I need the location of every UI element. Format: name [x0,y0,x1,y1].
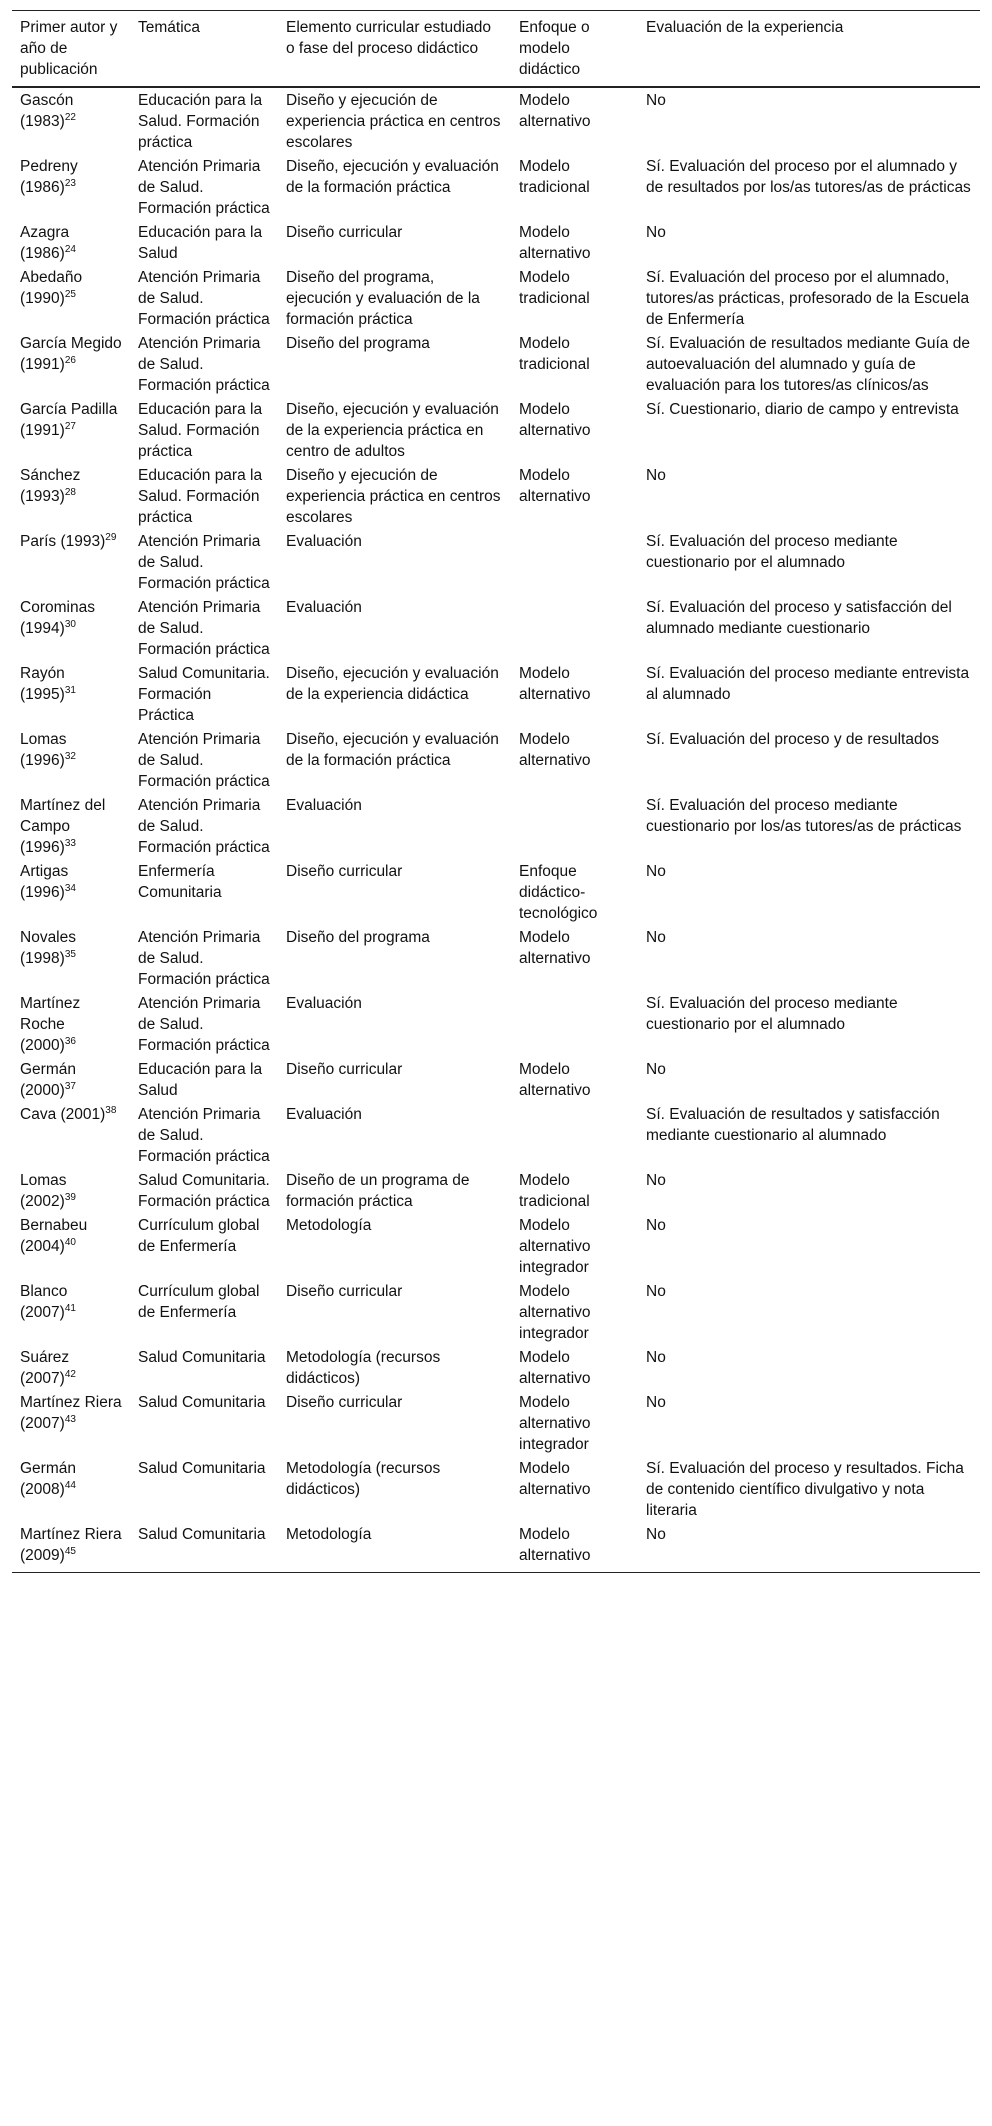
cell-element [278,1213,511,1279]
cell-element [278,463,511,529]
cell-model-text: Modelo alternativo integrador [519,1217,591,1276]
cell-evaluation-text: No [646,1526,666,1543]
cell-evaluation [638,595,980,661]
cell-evaluation-text: Sí. Evaluación del proceso mediante cuestionario por el alumnado [646,995,898,1033]
reference-number: 27 [64,420,76,432]
cell-author [12,1279,130,1345]
cell-element-text: Diseño, ejecución y evaluación de la experiencia didáctica [286,665,499,703]
cell-element [278,595,511,661]
cell-topic-text: Salud Comunitaria. Formación Práctica [138,665,270,724]
cell-author-text: García Megido (1991) [20,335,122,373]
reference-number: 39 [64,1191,76,1203]
cell-element-text: Diseño, ejecución y evaluación de la experiencia práctica en centro de adultos [286,401,499,460]
cell-evaluation [638,87,980,154]
cell-author [12,1102,130,1168]
cell-topic-text: Educación para la Salud [138,1061,263,1099]
table-row [12,991,980,1057]
cell-element-text: Diseño, ejecución y evaluación de la formación práctica [286,158,499,196]
cell-model [511,87,638,154]
cell-author [12,1522,130,1573]
cell-author [12,529,130,595]
cell-author-text: Lomas (1996) [20,731,67,769]
cell-evaluation-text: Sí. Evaluación del proceso y de resultados [646,731,939,748]
cell-topic-text: Educación para la Salud [138,224,263,262]
cell-topic [130,1213,278,1279]
cell-element-text: Diseño curricular [286,1283,403,1300]
cell-author-text: París (1993) [20,533,106,550]
cell-topic [130,265,278,331]
cell-element-text: Diseño del programa [286,929,430,946]
table-row [12,925,980,991]
cell-model [511,793,638,859]
cell-author-text: Lomas (2002) [20,1172,67,1210]
cell-element [278,859,511,925]
reference-number: 25 [64,288,76,300]
reference-number: 31 [64,684,76,696]
reference-number: 43 [64,1413,76,1425]
cell-evaluation-text: Sí. Cuestionario, diario de campo y entrevista [646,401,959,418]
cell-topic-text: Atención Primaria de Salud. Formación práctica [138,929,270,988]
cell-topic-text: Educación para la Salud. Formación práctica [138,401,263,460]
table-header [12,11,980,88]
table-row [12,1168,980,1213]
cell-evaluation [638,463,980,529]
cell-topic [130,595,278,661]
header-evaluation: Evaluación de la experiencia [638,11,980,88]
cell-evaluation [638,661,980,727]
table-body [12,87,980,1573]
table-row [12,529,980,595]
cell-topic [130,793,278,859]
cell-model-text: Modelo alternativo [519,92,591,130]
table-row [12,87,980,154]
cell-topic [130,1102,278,1168]
cell-evaluation [638,925,980,991]
cell-evaluation-text: No [646,1172,666,1189]
cell-element [278,1522,511,1573]
cell-element [278,1279,511,1345]
cell-evaluation [638,1390,980,1456]
cell-element-text: Diseño curricular [286,224,403,241]
reference-number: 44 [64,1479,76,1491]
cell-evaluation-text: Sí. Evaluación del proceso mediante cuestionario por los/as tutores/as de prácticas [646,797,962,835]
cell-element-text: Diseño y ejecución de experiencia práctica en centros escolares [286,467,501,526]
cell-author-text: Novales (1998) [20,929,76,967]
table-row [12,1390,980,1456]
cell-element [278,1345,511,1390]
cell-model [511,1456,638,1522]
reference-number: 26 [64,354,76,366]
cell-topic-text: Salud Comunitaria [138,1349,266,1366]
cell-author-text: Azagra (1986) [20,224,70,262]
cell-author [12,1168,130,1213]
cell-topic [130,1345,278,1390]
table-row [12,220,980,265]
cell-evaluation [638,529,980,595]
cell-model [511,1390,638,1456]
cell-author-text: Suárez (2007) [20,1349,70,1387]
cell-element [278,265,511,331]
cell-author [12,925,130,991]
cell-element-text: Diseño curricular [286,1394,403,1411]
cell-element [278,87,511,154]
cell-evaluation-text: No [646,1061,666,1078]
cell-topic-text: Atención Primaria de Salud. Formación práctica [138,269,270,328]
cell-author [12,397,130,463]
cell-author-text: Martínez del Campo (1996) [20,797,106,856]
cell-element-text: Diseño, ejecución y evaluación de la formación práctica [286,731,499,769]
cell-topic-text: Salud Comunitaria. Formación práctica [138,1172,270,1210]
cell-author [12,154,130,220]
cell-model [511,1522,638,1573]
cell-author [12,1345,130,1390]
cell-evaluation [638,331,980,397]
cell-model-text: Modelo tradicional [519,335,590,373]
reference-number: 34 [64,882,76,894]
table-row [12,727,980,793]
reference-number: 40 [64,1236,76,1248]
cell-evaluation-text: Sí. Evaluación del proceso mediante entrevista al alumnado [646,665,970,703]
cell-evaluation-text: No [646,929,666,946]
reference-number: 35 [64,948,76,960]
cell-model [511,265,638,331]
cell-element [278,331,511,397]
cell-model-text: Modelo alternativo [519,1061,591,1099]
cell-topic [130,220,278,265]
cell-topic-text: Atención Primaria de Salud. Formación práctica [138,731,270,790]
cell-author [12,1456,130,1522]
cell-model [511,925,638,991]
cell-topic [130,87,278,154]
cell-element [278,727,511,793]
cell-model [511,529,638,595]
cell-author-text: Sánchez (1993) [20,467,81,505]
cell-topic [130,397,278,463]
cell-evaluation [638,1522,980,1573]
cell-topic [130,463,278,529]
cell-element [278,529,511,595]
cell-model-text: Modelo tradicional [519,1172,590,1210]
cell-element-text: Metodología [286,1217,372,1234]
cell-model [511,220,638,265]
reference-number: 30 [64,618,76,630]
cell-topic [130,1522,278,1573]
cell-model-text: Modelo alternativo [519,1349,591,1387]
cell-topic [130,1168,278,1213]
table-row [12,154,980,220]
reference-number: 22 [64,111,76,123]
reference-number: 29 [105,531,117,543]
table-row [12,1456,980,1522]
cell-element-text: Evaluación [286,797,362,814]
cell-topic [130,727,278,793]
cell-evaluation-text: No [646,1394,666,1411]
table-row [12,661,980,727]
cell-model-text: Modelo alternativo [519,224,591,262]
cell-topic-text: Salud Comunitaria [138,1394,266,1411]
cell-evaluation-text: Sí. Evaluación del proceso y resultados. Ficha de contenido científico divulgativo y nota literaria [646,1460,964,1519]
cell-topic-text: Currículum global de Enfermería [138,1217,260,1255]
cell-topic-text: Atención Primaria de Salud. Formación práctica [138,158,270,217]
cell-element [278,991,511,1057]
cell-model-text: Modelo alternativo integrador [519,1394,591,1453]
header-row [12,11,980,88]
cell-topic [130,1279,278,1345]
cell-author [12,1390,130,1456]
cell-element [278,661,511,727]
cell-author-text: Gascón (1983) [20,92,74,130]
cell-evaluation [638,1102,980,1168]
cell-evaluation-text: No [646,92,666,109]
cell-topic [130,859,278,925]
table-row [12,859,980,925]
cell-model [511,1213,638,1279]
cell-topic [130,1456,278,1522]
cell-topic [130,1390,278,1456]
cell-topic-text: Atención Primaria de Salud. Formación práctica [138,599,270,658]
cell-author-text: Abedaño (1990) [20,269,83,307]
cell-author-text: Blanco (2007) [20,1283,68,1321]
cell-evaluation [638,1279,980,1345]
cell-author-text: García Padilla (1991) [20,401,118,439]
cell-author-text: Germán (2000) [20,1061,76,1099]
cell-author-text: Artigas (1996) [20,863,69,901]
cell-model-text: Modelo alternativo [519,467,591,505]
cell-model-text: Modelo alternativo [519,929,591,967]
cell-element [278,1102,511,1168]
cell-model-text: Modelo tradicional [519,158,590,196]
cell-model [511,727,638,793]
cell-author-text: Corominas (1994) [20,599,95,637]
table-row [12,793,980,859]
table-row [12,1279,980,1345]
cell-element-text: Diseño del programa, ejecución y evaluación de la formación práctica [286,269,480,328]
cell-model-text: Enfoque didáctico-tecnológico [519,863,598,922]
cell-evaluation-text: No [646,224,666,241]
cell-evaluation [638,397,980,463]
cell-author [12,331,130,397]
cell-author [12,1057,130,1102]
cell-element [278,925,511,991]
table-row [12,397,980,463]
cell-author-text: Cava (2001) [20,1106,106,1123]
cell-topic-text: Currículum global de Enfermería [138,1283,260,1321]
cell-model-text: Modelo alternativo [519,665,591,703]
cell-evaluation [638,793,980,859]
cell-evaluation-text: No [646,1283,666,1300]
cell-author [12,793,130,859]
cell-author [12,727,130,793]
cell-author-text: Pedreny (1986) [20,158,78,196]
cell-element [278,1390,511,1456]
header-element: Elemento curricular estudiado o fase del proceso didáctico [278,11,511,88]
cell-model-text: Modelo tradicional [519,269,590,307]
cell-author-text: Martínez Riera (2009) [20,1526,122,1564]
studies-table [12,10,980,1573]
cell-topic-text: Educación para la Salud. Formación práctica [138,467,263,526]
cell-element-text: Metodología (recursos didácticos) [286,1460,441,1498]
cell-author [12,595,130,661]
cell-evaluation [638,1345,980,1390]
cell-evaluation [638,154,980,220]
cell-topic-text: Atención Primaria de Salud. Formación práctica [138,995,270,1054]
cell-model-text: Modelo alternativo integrador [519,1283,591,1342]
cell-element [278,154,511,220]
cell-evaluation [638,220,980,265]
cell-author [12,265,130,331]
cell-topic [130,661,278,727]
reference-number: 37 [64,1080,76,1092]
cell-element [278,1057,511,1102]
reference-number: 42 [64,1368,76,1380]
cell-author-text: Martínez Riera (2007) [20,1394,122,1432]
cell-model [511,595,638,661]
cell-element [278,1456,511,1522]
cell-author-text: Bernabeu (2004) [20,1217,88,1255]
cell-topic-text: Atención Primaria de Salud. Formación práctica [138,1106,270,1165]
cell-author [12,463,130,529]
cell-topic-text: Salud Comunitaria [138,1526,266,1543]
cell-model-text: Modelo alternativo [519,1526,591,1564]
cell-evaluation-text: No [646,1349,666,1366]
cell-element-text: Metodología [286,1526,372,1543]
cell-element-text: Diseño curricular [286,1061,403,1078]
cell-element-text: Diseño curricular [286,863,403,880]
reference-number: 24 [64,243,76,255]
cell-evaluation [638,265,980,331]
cell-model [511,1168,638,1213]
cell-author [12,87,130,154]
cell-evaluation-text: Sí. Evaluación de resultados mediante Guía de autoevaluación del alumnado y guía de evaluación para los tutores/as clínicos/as [646,335,970,394]
reference-number: 33 [64,837,76,849]
cell-author [12,991,130,1057]
reference-number: 36 [64,1035,76,1047]
reference-number: 28 [64,486,76,498]
cell-evaluation-text: No [646,467,666,484]
cell-evaluation [638,991,980,1057]
table-row [12,331,980,397]
cell-element [278,220,511,265]
cell-author-text: Rayón (1995) [20,665,65,703]
cell-element [278,397,511,463]
cell-evaluation [638,727,980,793]
cell-evaluation [638,1168,980,1213]
cell-model [511,991,638,1057]
cell-author [12,661,130,727]
table-row [12,463,980,529]
reference-number: 41 [64,1302,76,1314]
cell-evaluation [638,1213,980,1279]
cell-element-text: Evaluación [286,533,362,550]
cell-topic-text: Atención Primaria de Salud. Formación práctica [138,797,270,856]
cell-topic-text: Atención Primaria de Salud. Formación práctica [138,335,270,394]
header-model: Enfoque o modelo didáctico [511,11,638,88]
cell-topic [130,154,278,220]
table-row [12,1522,980,1573]
cell-topic-text: Salud Comunitaria [138,1460,266,1477]
cell-topic [130,925,278,991]
cell-element-text: Diseño del programa [286,335,430,352]
cell-topic-text: Educación para la Salud. Formación práctica [138,92,263,151]
cell-element-text: Diseño de un programa de formación práctica [286,1172,470,1210]
reference-number: 32 [64,750,76,762]
table-row [12,1102,980,1168]
reference-number: 38 [105,1104,117,1116]
cell-topic [130,529,278,595]
table-row [12,1057,980,1102]
cell-evaluation [638,1057,980,1102]
cell-author [12,220,130,265]
reference-number: 45 [64,1545,76,1557]
cell-model [511,331,638,397]
table-row [12,595,980,661]
cell-model-text: Modelo alternativo [519,1460,591,1498]
cell-element [278,1168,511,1213]
cell-author-text: Germán (2008) [20,1460,76,1498]
cell-author-text: Martínez Roche (2000) [20,995,81,1054]
cell-model [511,1345,638,1390]
cell-model-text: Modelo alternativo [519,401,591,439]
cell-model [511,1279,638,1345]
cell-model [511,463,638,529]
cell-topic [130,991,278,1057]
cell-model [511,397,638,463]
cell-topic-text: Enfermería Comunitaria [138,863,222,901]
table-row [12,1213,980,1279]
cell-author [12,859,130,925]
cell-model [511,1102,638,1168]
cell-model [511,1057,638,1102]
table-row [12,1345,980,1390]
cell-evaluation-text: Sí. Evaluación del proceso mediante cuestionario por el alumnado [646,533,898,571]
header-topic: Temática [130,11,278,88]
reference-number: 23 [64,177,76,189]
header-author: Primer autor y año de publicación [12,11,130,88]
cell-topic-text: Atención Primaria de Salud. Formación práctica [138,533,270,592]
cell-element [278,793,511,859]
cell-element-text: Evaluación [286,995,362,1012]
cell-model-text: Modelo alternativo [519,731,591,769]
cell-evaluation-text: Sí. Evaluación del proceso por el alumnado, tutores/as prácticas, profesorado de la Escuela de Enfermería [646,269,970,328]
cell-element-text: Evaluación [286,599,362,616]
cell-evaluation [638,859,980,925]
cell-topic [130,1057,278,1102]
cell-element-text: Metodología (recursos didácticos) [286,1349,441,1387]
cell-model [511,154,638,220]
cell-evaluation [638,1456,980,1522]
cell-model [511,661,638,727]
cell-element-text: Diseño y ejecución de experiencia práctica en centros escolares [286,92,501,151]
cell-element-text: Evaluación [286,1106,362,1123]
cell-author [12,1213,130,1279]
table-row [12,265,980,331]
cell-evaluation-text: Sí. Evaluación del proceso por el alumnado y de resultados por los/as tutores/as de prácticas [646,158,971,196]
cell-model [511,859,638,925]
cell-evaluation-text: Sí. Evaluación del proceso y satisfacción del alumnado mediante cuestionario [646,599,952,637]
cell-evaluation-text: No [646,1217,666,1234]
cell-evaluation-text: Sí. Evaluación de resultados y satisfacción mediante cuestionario al alumnado [646,1106,940,1144]
cell-evaluation-text: No [646,863,666,880]
cell-topic [130,331,278,397]
